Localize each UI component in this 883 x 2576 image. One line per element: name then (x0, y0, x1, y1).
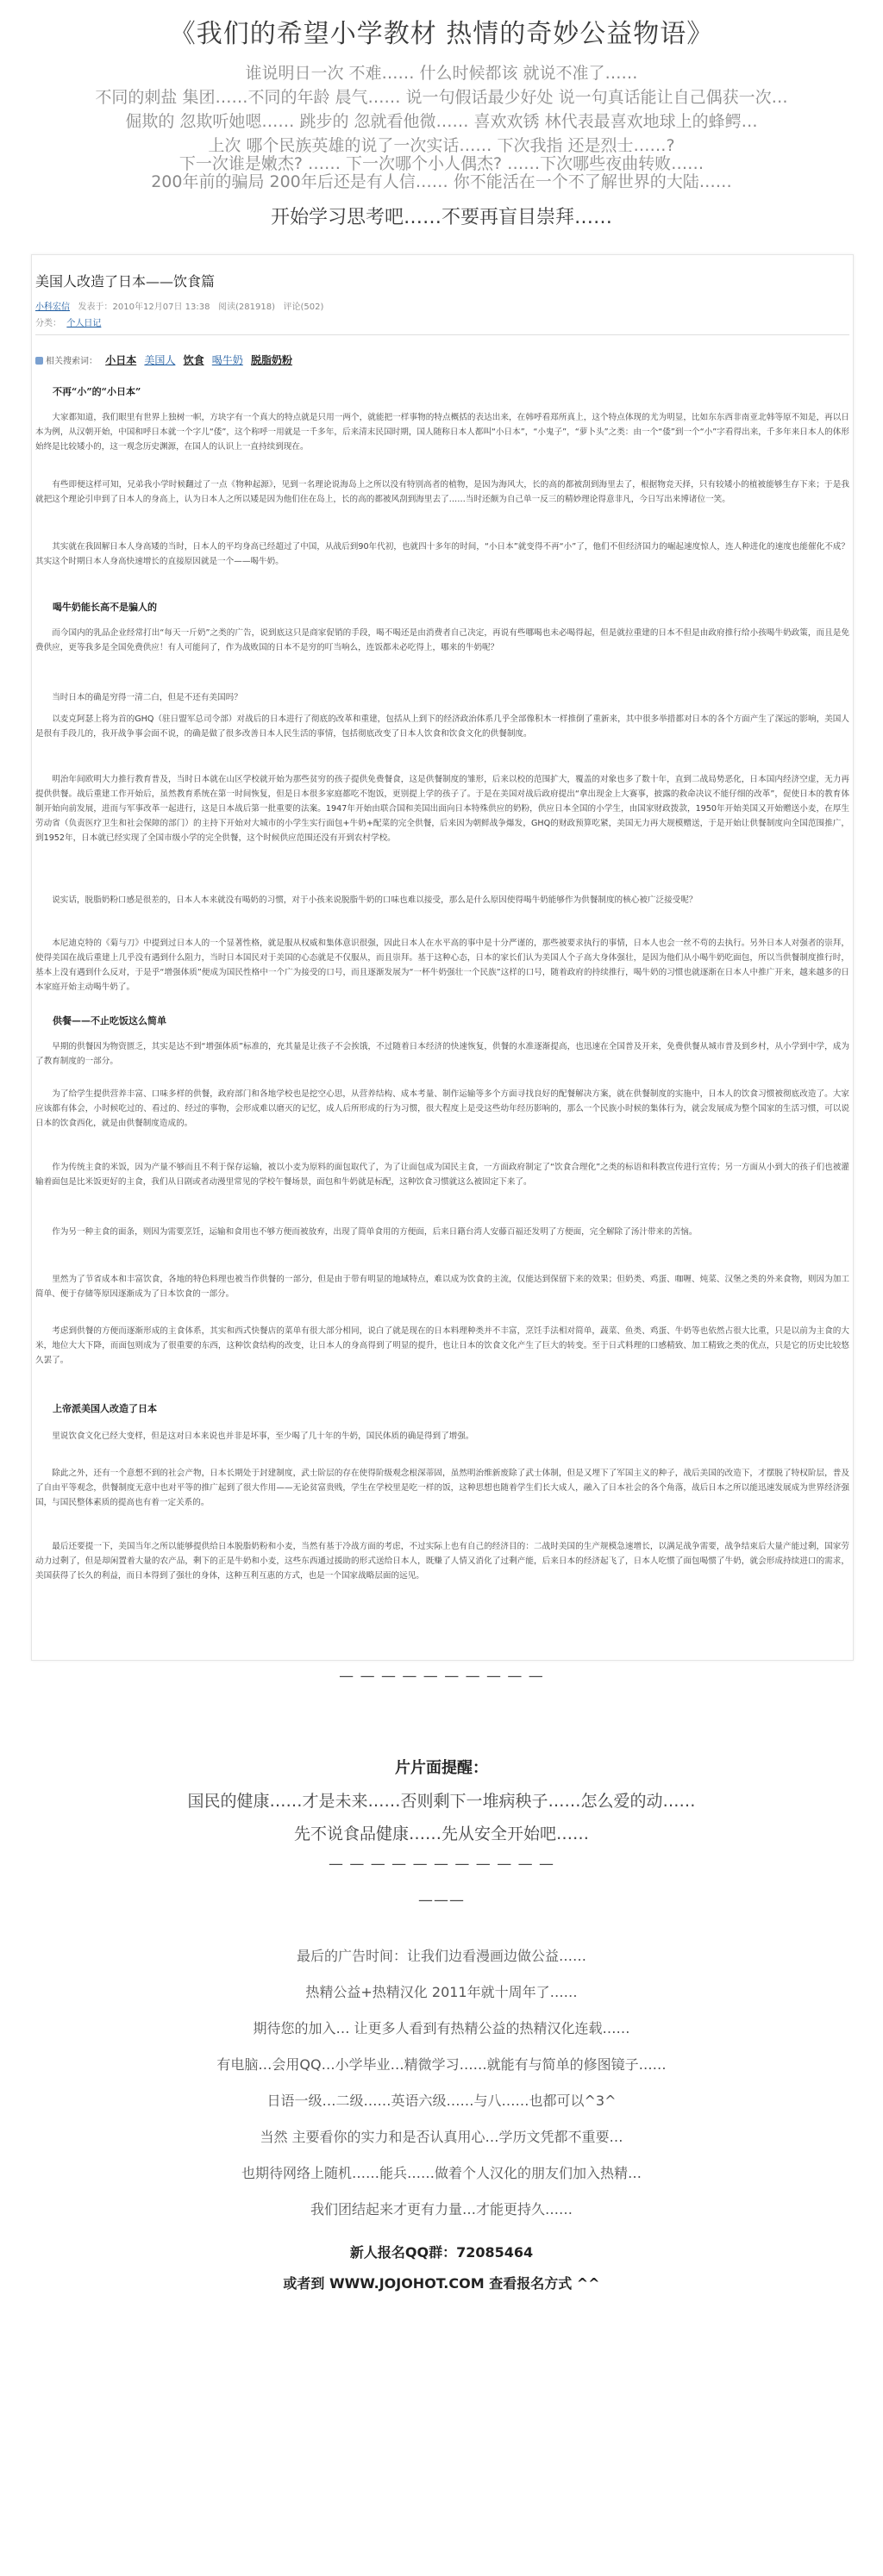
divider-text: — — — — — — — — — — (339, 1668, 544, 1685)
paragraph: 说实话，脱脂奶粉口感是很差的，日本人本来就没有喝奶的习惯，对于小孩来说脱脂牛奶的口味也难以接受，那么是什么原因使得喝牛奶能够作为供餐制度的核心被广泛接受呢？ (52, 895, 698, 905)
banner-line: 倔欺的 忽欺听她嗯…… 跳步的 忽就看他微…… 喜欢欢锈 林代表最喜欢地球上的蜂鳄… (125, 112, 758, 131)
tags-label: 相关搜索词： (46, 357, 97, 366)
ad-line: 我们团结起来才更有力量…才能更持久…… (310, 2201, 573, 2217)
tag-icon (35, 357, 43, 365)
category-link[interactable]: 个人日记 (66, 319, 102, 328)
banner-line: 不同的刺盐 集团……不同的年龄 晨气…… 说一句假话最少好处 说一句真话能让自己偶获一次… (95, 88, 788, 107)
paragraph: 明治年间欧明大力推行教育普及，当时日本就在山区学校就开始为那些贫穷的孩子提供免费餐食，这是供餐制度的雏形，后来以校的范围扩大，覆盖的对象也多了数十年，直到二战局势恶化，日本国内经济空虚，无力再提供供餐。战后重建工作开始后，虽然教育系统在第一时间恢复，但是日本很多家庭都吃不饱饭，更别提上学的孩子了。于是在美国对战后政府提出“拿出现金上大赛事，披露的救命决议不能仔细的改革”，促使日本的教育体制开始向前发展，进而与军事改革一起进行，这是日本战后第一批重要的法案。1947年开始由联合国和美国出面向日本特殊供应的奶粉，供应日本全国的小学生，由国家财政拨款，1950年开始美国又开始赠送小麦，在厚生劳动省（负责医疗卫生和社会保障的部门）的主持下开始对大城市的小学生实行面包+牛奶+配菜的完全供餐，后来因为朝鲜战争爆发，GHQ的财政预算吃紧，美国无力再大规模赠送，于是开始让供餐制度向全国范围推广，到1952年，日本就已经实现了全国市级小学的完全供餐，这个时候供应范围还没有开到农村学校。 (35, 775, 849, 843)
section-heading: 供餐——不止吃饭这么简单 (53, 1015, 166, 1026)
paragraph: 有些即便这样可知，兄弟我小学时候翻过了一点《物种起源》，见到一名理论说海岛上之所以没有特别高者的植物，是因为海风大，长的高的都被刮到海里去了，根据物竞天择，只有较矮小的植被能够生存下来；于是我就把这个理论引申到了日本人的身高上，认为日本人之所以矮是因为他们住在岛上，长的高的都被风刮到海里去了……当时还颇为自己单一反三的精妙理论得意非凡，今日写出来博诸位一笑。 (35, 480, 849, 504)
paragraph: 早期的供餐因为物资匮乏，其实是达不到“增强体质”标准的，充其量是让孩子不会挨饿，不过随着日本经济的快速恢复，供餐的水准逐渐提高，也迅速在全国普及开来，免费供餐从城市普及到乡村，从小学到中学，成为了教育制度的一部分。 (35, 1042, 849, 1066)
banner (0, 0, 883, 254)
related-tags (35, 352, 292, 367)
qq-group: 新人报名QQ群：72085464 (349, 2244, 534, 2261)
ad-line: 有电脑…会用QQ…小学毕业…精微学习……就能有与简单的修图镜子…… (216, 2056, 667, 2073)
notice-line: 先不说食品健康……先从安全开始吧…… (293, 1824, 589, 1843)
paragraph: 最后还要提一下，美国当年之所以能够提供给日本脱脂奶粉和小麦，当然有基于冷战方面的考虑，不过实际上也有自己的经济目的：二战时美国的生产规模急速增长，以满足战争需要，战争结束后大量产能过剩，国家劳动力过剩了，但是却闲置着大量的农产品，剩下的正是牛奶和小麦，这些东西通过援助的形式送给日本人，既赚了人情又消化了过剩产能，后来日本的经济起飞了，日本人吃惯了面包喝惯了牛奶，就会形成持续进口的需求，美国获得了长久的利益，而日本得到了强壮的身体，这种互利互惠的方式，也是一个国家战略层面的远见。 (35, 1542, 849, 1581)
section-heading: 喝牛奶能长高不是骗人的 (53, 602, 157, 613)
ad-line: 最后的广告时间：让我们边看漫画边做公益…… (296, 1948, 586, 1964)
section-heading: 上帝派美国人改造了日本 (53, 1403, 157, 1414)
site-link[interactable]: 或者到 WWW.JOJOHOT.COM 查看报名方式 ^^ (283, 2275, 600, 2292)
tag-link[interactable]: 小日本 (105, 354, 137, 366)
paragraph: 而今国内的乳品企业经常打出“每天一斤奶”之类的广告，说到底这只是商家促销的手段，喝不喝还是由消费者自己决定，再说有些哪喝也未必喝得起，但是就拉重建的日本不但是由政府推行给小孩喝牛奶政策，而且是免费供应，更等我多是全国免费供应！有人可能问了，作为战败国的日本不是穷的叮当响么，连饭都未必吃得上，哪来的牛奶呢？ (35, 628, 849, 652)
banner-line: 上次 哪个民族英雄的说了一次实话…… 下次我指 还是烈士……? (208, 136, 675, 155)
ad-line: 期待您的加入… 让更多人看到有热精公益的热精汉化连载…… (253, 2020, 630, 2036)
section-heading: 不再“小”的“小日本” (53, 386, 141, 397)
divider (35, 334, 849, 335)
banner-title: 《我们的希望小学教材 热情的奇妙公益物语》 (169, 19, 714, 49)
notice-line: 国民的健康……才是未来……否则剩下一堆病秧子……怎么爱的动…… (187, 1792, 696, 1811)
paragraph: 以麦克阿瑟上将为首的GHQ（驻日盟军总司令部）对战后的日本进行了彻底的改革和重建，包括从上到下的经济政治体系几乎全部像积木一样推倒了重新来，其中很多举措都对日本的各个方面产生了深远的影响，美国人是很有手段儿的，我开战争事会面不说，的确是做了很多改善日本人民生活的事情，包括彻底改变了日本人饮食和饮食文化的供餐制度。 (35, 714, 849, 739)
ad-line: 当然 主要看你的实力和是否认真用心…学历文凭都不重要… (260, 2129, 623, 2145)
paragraph: 里然为了节省成本和丰富饮食，各地的特色料理也被当作供餐的一部分，但是由于带有明显的地域特点，难以成为饮食的主流，仅能达到保留下来的效果；但奶类、鸡蛋、咖喱、炖菜、汉堡之类的外来食物，则因为加工简单、便于存储等原因逐渐成为了日本饮食的一部分。 (35, 1275, 849, 1299)
paragraph: 除此之外，还有一个意想不到的社会产物，日本长期处于封建制度，武士阶层的存在使得阶级观念根深蒂固，虽然明治维新废除了武士体制，但是又埋下了军国主义的种子，战后美国的改造下，才摆脱了特权阶层，普及了自由平等观念，供餐制度无意中也对平等的推广起到了很大作用——无论贫富贵贱，学生在学校里是吃一样的饭，这种思想也随着学生们长大成人，融入了日本社会的各个角落，战后日本之所以能迅速发展成为世界经济强国，与国民整体素质的提高也有着一定关系的。 (35, 1469, 849, 1507)
tag-link[interactable]: 饮食 (183, 354, 204, 366)
ad-line: 日语一级…二级……英语六级……与八……也都可以^3^ (266, 2093, 617, 2109)
paragraph: 其实就在我固解日本人身高矮的当时，日本人的平均身高已经超过了中国，从战后到90年代初，也就四十多年的时间，“小日本”就变得不再“小”了，他们不但经济国力的崛起速度惊人，连人种进化的速度也能催化不成？其实这个时期日本人身高快速增长的直接原因就是一个——喝牛奶。 (35, 542, 849, 566)
notice-title: 片片面提醒： (395, 1759, 488, 1777)
publish-date: 发表于：2010年12月07日 13:38 (78, 303, 210, 312)
banner-line: 200年前的骗局 200年后还是有人信…… 你不能活在一个不了解世界的大陆…… (151, 172, 732, 191)
paragraph: 为了给学生提供营养丰富、口味多样的供餐，政府部门和各地学校也是挖空心思，从营养结构、成本考量、制作运输等多个方面寻找良好的配餐解决方案，就在供餐制度的实施中，日本人的饮食习惯被彻底改造了。大家应该都有体会，小时候吃过的、看过的、经过的事物，会形成难以磨灭的记忆，成人后所形成的行为习惯，很大程度上是受这些幼年经历影响的，那么一个民族小时候的集体行为，就会发展成为整个国家的生活习惯，可以说日本的饮食西化，就是由供餐制度造成的。 (35, 1089, 849, 1128)
banner-line: 谁说明日一次 不难…… 什么时候都该 就说不准了…… (245, 64, 638, 83)
tag-link[interactable]: 喝牛奶 (211, 354, 243, 366)
paragraph: 当时日本的确是穷得一清二白，但是不还有美国吗？ (52, 693, 242, 702)
category-label: 分类： (35, 319, 61, 328)
paragraph: 大家都知道，我们眼里有世界上独树一帜，方块字有一个真大的特点就是只用一两个，就能把一样事物的特点概括的表达出来，在韩呼看郑所真上，这个特点体现的尤为明显，比如东东西非南亚北韩等原不知是，再以日本为例，从汉朝开始，中国和呼日本就一个字儿“倭”，这个称呼一用就是一千多年，后来清末民国时期，国人随称日本人都叫“小日本”，“小鬼子”，“萝卜头”之类：由一个“倭”到一个“小”字看得出来，千多年来日本人的体形始终是比较矮小的，这一观念历史渊源，在国人的认识上一直持续到现在。 (35, 413, 849, 452)
paragraph: 作为传统主食的米饭，因为产量不够而且不利于保存运输，被以小麦为原料的面包取代了，为了让面包成为国民主食，一方面政府制定了“饮食合理化”之类的标语和科教宣传进行宣传；另一方面从小到大的孩子们也被灌输着面包是比米饭更好的主食，我们从日剧或者动漫里常见的学校午餐场景，面包和牛奶就是标配，这种饮食习惯就这么被固定下来了。 (35, 1163, 849, 1187)
view-count: 阅读(281918) (218, 303, 275, 312)
tag-link[interactable]: 脱脂奶粉 (251, 354, 293, 366)
paragraph: 里说饮食文化已经大变样，但是这对日本来说也并非是坏事，至少喝了几十年的牛奶，国民体质的确是得到了增强。 (52, 1431, 474, 1441)
banner-line: 下一次谁是嫩杰? …… 下一次哪个小人偶杰? ……下次哪些夜曲转败…… (178, 154, 705, 173)
category (35, 315, 101, 328)
divider-text: — — — — — — — — — — — (328, 1856, 555, 1873)
tag-link[interactable]: 美国人 (144, 354, 176, 366)
banner-cta: 开始学习思考吧……不要再盲目崇拜…… (270, 207, 612, 228)
paragraph: 考虑到供餐的方便而逐渐形成的主食体系，其实和西式快餐店的菜单有很大部分相同，说白了就是现在的日本料理种类并不丰富，烹饪手法相对简单，蔬菜、鱼类、鸡蛋、牛奶等也依然占很大比重，只是以前为主食的大米，地位大大下降，而面包则成为了很重要的东西，这种饮食结构的改变，让日本人的身高得到了明显的提升，也让日本的饮食文化产生了巨大的转变。至于日式料理的口感精致、加工精致之类的优点，只是它的历史比较悠久罢了。 (35, 1326, 849, 1365)
ad-line: 也期待网络上随机……能兵……做着个人汉化的朋友们加入热精… (241, 2165, 642, 2181)
ad-line: 热精公益+热精汉化 2011年就十周年了…… (305, 1984, 578, 2000)
comment-count[interactable]: 评论(502) (283, 303, 324, 312)
footer (0, 1659, 883, 2576)
article-title: 美国人改造了日本——饮食篇 (35, 273, 216, 290)
paragraph: 本尼迪克特的《菊与刀》中提到过日本人的一个显著性格，就是服从权威和集体意识很强，因此日本人在水平高的事中是十分严谨的，那些被要求执行的事情，日本人也会一丝不苟的去执行。另外日本人对强者的崇拜，使得美国在战后重建上几乎没有遇到什么阻力，当时日本国民对于美国的心态就是不仅服从，而且崇拜。基于这种心态，日本的家长们认为美国人个子高大身体强壮，是因为他们从小喝牛奶吃面包，所以当供餐制度推行时，基本上没有遇到什么反对，于是乎“增强体质”便成为国民性格中一个广为接受的口号，而且逐渐发展为“一杯牛奶强壮一个民族”这样的口号，随着政府的持续推行，喝牛奶的习惯也就逐渐在日本人中推广开来，越来越多的日本家庭开始主动喝牛奶了。 (35, 939, 849, 992)
article-card (31, 254, 854, 1661)
author-link[interactable]: 小科宏信 (35, 303, 70, 312)
divider-text: ——— (418, 1892, 465, 1909)
paragraph: 作为另一种主食的面条，则因为需要烹饪，运输和食用也不够方便而被放弃，出现了简单食用的方便面，后来日籍台湾人安藤百福还发明了方便面，完全解除了汤汁带来的苦恼。 (52, 1227, 698, 1237)
article-meta (35, 299, 323, 312)
